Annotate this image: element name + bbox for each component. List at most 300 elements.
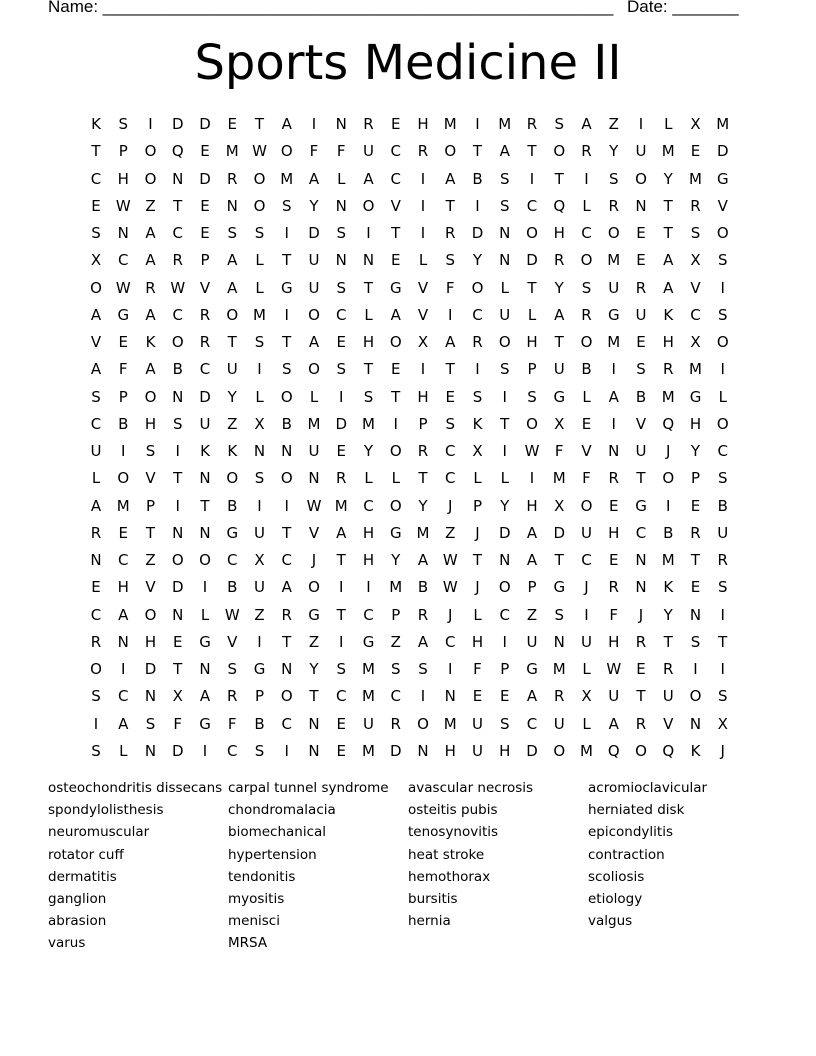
grid-letter: J	[720, 741, 725, 760]
grid-letter: L	[364, 305, 373, 324]
grid-letter: F	[309, 142, 319, 161]
grid-letter: X	[690, 115, 701, 133]
word-bank-item: osteochondritis dissecans	[48, 780, 223, 796]
grid-letter: N	[117, 632, 129, 651]
grid-letter: K	[690, 741, 701, 760]
grid-letter: N	[499, 551, 511, 569]
grid-letter: O	[553, 142, 566, 161]
grid-letter: L	[582, 714, 591, 733]
grid-letter: S	[281, 196, 292, 215]
grid-letter: N	[335, 115, 347, 133]
word-bank-item: rotator cuff	[48, 846, 124, 863]
grid-letter: R	[445, 224, 456, 242]
grid-letter: I	[175, 496, 180, 515]
grid-letter: C	[90, 605, 102, 624]
grid-letter: R	[199, 333, 211, 351]
grid-letter: U	[472, 741, 483, 760]
grid-letter: G	[635, 496, 647, 515]
grid-letter: D	[171, 741, 184, 760]
grid-letter: L	[364, 469, 373, 488]
grid-letter: I	[529, 169, 535, 188]
grid-letter: N	[444, 687, 456, 706]
grid-letter: D	[199, 387, 211, 406]
grid-letter: A	[90, 496, 102, 515]
grid-letter: I	[720, 660, 725, 678]
grid-letter: C	[526, 714, 538, 733]
grid-letter: D	[171, 578, 184, 597]
grid-letter: J	[666, 442, 671, 460]
grid-letter: A	[526, 551, 538, 569]
grid-letter: Y	[663, 605, 673, 624]
grid-letter: I	[584, 605, 589, 624]
word-bank-item: contraction	[588, 846, 665, 863]
grid-letter: S	[527, 387, 537, 406]
grid-row	[83, 384, 749, 411]
grid-letter: D	[716, 142, 729, 161]
grid-letter: B	[254, 714, 265, 733]
grid-letter: B	[118, 414, 129, 433]
grid-letter: S	[91, 224, 101, 242]
grid-letter: U	[472, 714, 483, 733]
grid-letter: X	[472, 442, 483, 460]
grid-letter: T	[173, 469, 183, 488]
grid-letter: J	[311, 551, 317, 569]
grid-letter: T	[500, 414, 510, 433]
grid-letter: I	[93, 714, 99, 733]
grid-letter: I	[420, 224, 426, 242]
grid-letter: S	[690, 632, 701, 651]
grid-letter: P	[118, 387, 128, 406]
grid-letter: L	[255, 387, 264, 406]
grid-letter: O	[90, 278, 102, 297]
grid-letter: T	[309, 687, 319, 706]
grid-letter: M	[716, 115, 730, 133]
grid-letter: U	[526, 632, 538, 651]
grid-letter: A	[608, 714, 619, 733]
grid-letter: S	[717, 687, 728, 706]
grid-letter: G	[553, 578, 566, 597]
grid-letter: C	[526, 196, 538, 215]
grid-letter: T	[200, 496, 210, 515]
grid-letter: F	[227, 714, 237, 733]
grid-letter: X	[690, 333, 701, 351]
grid-letter: E	[636, 224, 646, 242]
grid-letter: O	[144, 169, 157, 188]
grid-letter: T	[91, 142, 101, 161]
grid-letter: U	[363, 142, 374, 161]
grid-letter: T	[445, 196, 455, 215]
grid-letter: A	[663, 251, 674, 270]
grid-letter: K	[145, 333, 156, 351]
grid-row	[83, 629, 749, 656]
grid-letter: X	[254, 414, 265, 433]
grid-letter: S	[472, 387, 483, 406]
grid-letter: Q	[553, 196, 566, 215]
grid-letter: S	[227, 660, 238, 678]
grid-letter: G	[280, 278, 293, 297]
grid-letter: N	[144, 741, 157, 760]
grid-letter: B	[663, 523, 674, 542]
grid-letter: Y	[227, 387, 237, 406]
grid-letter: S	[91, 387, 101, 406]
word-bank-item: dermatitis	[48, 868, 117, 885]
grid-letter: G	[526, 660, 538, 678]
grid-letter: Q	[662, 414, 675, 433]
grid-letter: M	[362, 687, 375, 706]
grid-letter: F	[445, 278, 455, 297]
grid-letter: N	[362, 251, 375, 270]
grid-letter: E	[91, 196, 101, 215]
grid-letter: B	[227, 578, 238, 597]
grid-letter: T	[418, 469, 428, 488]
word-bank-item: epicondylitis	[588, 824, 674, 841]
grid-row	[83, 275, 749, 302]
grid-letter: M	[362, 414, 375, 433]
grid-letter: P	[118, 142, 128, 161]
grid-letter: N	[417, 741, 429, 760]
word-bank-column	[408, 777, 588, 932]
grid-letter: B	[717, 496, 728, 515]
grid-letter: A	[227, 278, 238, 297]
grid-letter: A	[90, 360, 102, 379]
grid-letter: H	[144, 632, 157, 651]
grid-letter: I	[366, 578, 371, 597]
grid-letter: J	[475, 578, 480, 597]
grid-letter: P	[200, 251, 210, 270]
grid-letter: H	[117, 578, 129, 597]
grid-row	[83, 247, 749, 274]
word-bank-item: tendonitis	[228, 868, 296, 885]
grid-letter: Z	[390, 632, 401, 651]
grid-letter: C	[227, 551, 238, 569]
grid-letter: T	[173, 196, 183, 215]
grid-letter: V	[390, 196, 401, 215]
grid-letter: A	[308, 169, 320, 188]
grid-letter: C	[499, 605, 510, 624]
grid-letter: S	[690, 224, 701, 242]
grid-letter: H	[662, 333, 674, 351]
word-bank-item: abrasion	[48, 913, 107, 930]
grid-letter: B	[417, 578, 429, 597]
grid-letter: E	[173, 632, 183, 651]
grid-letter: Y	[554, 278, 564, 297]
grid-letter: S	[717, 578, 728, 597]
grid-letter: T	[527, 142, 537, 161]
grid-letter: J	[448, 496, 453, 515]
word-bank-column	[588, 777, 768, 932]
grid-letter: C	[581, 224, 592, 242]
word-bank-item: bursitis	[408, 891, 458, 908]
grid-letter: A	[145, 305, 156, 324]
grid-letter: Q	[171, 142, 184, 161]
grid-letter: H	[608, 523, 620, 542]
grid-letter: I	[339, 387, 344, 406]
grid-letter: R	[199, 305, 211, 324]
grid-letter: S	[717, 251, 728, 270]
grid-letter: A	[90, 305, 102, 324]
grid-letter: N	[308, 469, 320, 488]
grid-letter: R	[281, 605, 292, 624]
grid-letter: E	[609, 551, 619, 569]
grid-letter: S	[608, 169, 619, 188]
grid-letter: T	[472, 142, 483, 161]
word-bank-item: osteitis pubis	[408, 802, 498, 819]
grid-letter: M	[689, 169, 702, 188]
grid-letter: N	[144, 687, 157, 706]
grid-letter: O	[716, 224, 729, 242]
grid-letter: E	[391, 115, 401, 133]
grid-letter: H	[144, 414, 157, 433]
grid-letter: E	[336, 333, 346, 351]
grid-letter: U	[254, 523, 265, 542]
grid-letter: H	[417, 115, 429, 133]
grid-letter: I	[529, 469, 535, 488]
grid-letter: T	[363, 278, 374, 297]
grid-letter: S	[227, 224, 238, 242]
grid-letter: D	[308, 224, 320, 242]
grid-letter: R	[608, 469, 619, 488]
grid-row	[83, 602, 749, 629]
word-bank-item: varus	[48, 935, 86, 952]
grid-letter: O	[389, 442, 402, 460]
grid-letter: W	[252, 142, 267, 161]
grid-letter: I	[502, 387, 507, 406]
grid-letter: E	[472, 687, 483, 706]
grid-letter: X	[172, 687, 183, 706]
grid-letter: G	[362, 632, 375, 651]
grid-row	[83, 711, 749, 738]
word-bank-item: hernia	[408, 913, 451, 930]
grid-letter: E	[609, 496, 619, 515]
grid-letter: U	[254, 578, 265, 597]
grid-letter: M	[280, 169, 294, 188]
grid-letter: O	[580, 333, 593, 351]
grid-letter: E	[336, 714, 346, 733]
grid-letter: O	[199, 551, 211, 569]
grid-letter: S	[91, 741, 101, 760]
grid-row	[83, 547, 749, 574]
grid-letter: N	[199, 523, 211, 542]
grid-row	[83, 465, 749, 492]
grid-letter: C	[581, 551, 592, 569]
grid-letter: L	[527, 305, 537, 324]
grid-letter: N	[635, 551, 647, 569]
grid-letter: C	[363, 496, 374, 515]
word-bank-item: neuromuscular	[48, 824, 150, 841]
grid-letter: S	[336, 224, 347, 242]
grid-letter: E	[200, 196, 210, 215]
grid-letter: O	[226, 469, 239, 488]
grid-letter: S	[254, 741, 265, 760]
grid-letter: A	[417, 551, 429, 569]
grid-letter: T	[254, 115, 265, 133]
grid-letter: I	[475, 196, 480, 215]
grid-letter: S	[390, 660, 401, 678]
grid-letter: G	[553, 387, 566, 406]
grid-letter: M	[552, 660, 566, 678]
grid-letter: K	[663, 305, 674, 324]
grid-letter: I	[393, 414, 398, 433]
grid-letter: O	[389, 333, 402, 351]
grid-letter: H	[689, 414, 702, 433]
grid-letter: S	[499, 196, 510, 215]
grid-letter: E	[500, 687, 510, 706]
grid-letter: D	[389, 741, 402, 760]
grid-letter: O	[90, 660, 102, 678]
grid-letter: K	[663, 578, 674, 597]
grid-letter: B	[281, 414, 292, 433]
grid-letter: T	[527, 278, 537, 297]
grid-letter: W	[524, 442, 540, 460]
grid-letter: Y	[309, 660, 319, 678]
grid-letter: E	[636, 660, 646, 678]
grid-letter: O	[662, 469, 675, 488]
grid-letter: T	[282, 632, 292, 651]
grid-letter: L	[255, 278, 264, 297]
grid-letter: R	[663, 360, 674, 379]
grid-letter: O	[362, 196, 375, 215]
grid-letter: T	[391, 387, 401, 406]
grid-letter: D	[335, 414, 348, 433]
grid-letter: X	[581, 687, 592, 706]
grid-letter: P	[527, 578, 537, 597]
grid-letter: O	[444, 142, 457, 161]
grid-letter: N	[281, 442, 293, 460]
grid-letter: C	[281, 551, 292, 569]
grid-letter: C	[445, 469, 456, 488]
grid-letter: O	[553, 741, 566, 760]
grid-letter: S	[717, 305, 728, 324]
grid-letter: A	[445, 169, 456, 188]
grid-letter: A	[526, 523, 538, 542]
grid-letter: Y	[363, 442, 374, 460]
grid-letter: I	[475, 115, 480, 133]
grid-row	[83, 520, 749, 547]
grid-letter: F	[118, 360, 128, 379]
grid-letter: N	[608, 442, 620, 460]
grid-letter: O	[689, 687, 702, 706]
grid-letter: G	[199, 714, 211, 733]
grid-letter: M	[689, 360, 702, 379]
grid-letter: N	[635, 578, 647, 597]
grid-letter: O	[308, 360, 320, 379]
grid-letter: V	[199, 278, 211, 297]
grid-letter: N	[199, 469, 211, 488]
grid-row	[83, 574, 749, 601]
grid-letter: I	[311, 115, 317, 133]
grid-letter: O	[580, 251, 593, 270]
grid-letter: T	[663, 224, 673, 242]
grid-letter: T	[445, 360, 455, 379]
grid-letter: E	[336, 442, 346, 460]
word-bank-item: ganglion	[48, 891, 107, 908]
date-field: Date: _______	[627, 0, 739, 16]
grid-letter: V	[581, 442, 592, 460]
grid-letter: H	[526, 496, 538, 515]
grid-letter: B	[172, 360, 183, 379]
grid-letter: G	[253, 660, 266, 678]
grid-letter: F	[554, 442, 564, 460]
grid-letter: L	[473, 605, 482, 624]
grid-letter: H	[417, 387, 429, 406]
grid-letter: G	[389, 523, 402, 542]
grid-letter: U	[635, 305, 647, 324]
grid-letter: J	[475, 523, 480, 542]
word-bank-column	[228, 777, 408, 955]
grid-letter: O	[253, 169, 266, 188]
grid-letter: L	[500, 278, 509, 297]
grid-letter: L	[200, 605, 210, 624]
grid-letter: V	[717, 196, 728, 215]
grid-row	[83, 166, 749, 193]
grid-letter: Y	[690, 442, 701, 460]
grid-letter: I	[257, 496, 262, 515]
grid-letter: A	[336, 523, 347, 542]
word-bank-item: herniated disk	[588, 802, 685, 819]
grid-letter: W	[606, 660, 622, 678]
grid-letter: B	[635, 387, 647, 406]
grid-letter: H	[362, 333, 375, 351]
grid-letter: T	[227, 333, 237, 351]
grid-letter: W	[306, 496, 322, 515]
grid-letter: A	[663, 278, 674, 297]
grid-letter: S	[118, 115, 129, 133]
grid-letter: O	[253, 196, 266, 215]
name-field: Name: ______________________________________________________	[48, 0, 614, 16]
grid-letter: U	[199, 414, 211, 433]
grid-letter: X	[554, 496, 565, 515]
grid-letter: L	[582, 196, 591, 215]
grid-letter: S	[254, 224, 265, 242]
grid-letter: A	[145, 224, 156, 242]
grid-letter: A	[308, 333, 320, 351]
grid-letter: O	[498, 578, 511, 597]
grid-letter: Z	[227, 414, 238, 433]
grid-letter: Y	[391, 551, 401, 569]
grid-letter: X	[417, 333, 429, 351]
grid-letter: A	[363, 169, 374, 188]
grid-letter: H	[117, 169, 129, 188]
grid-letter: N	[499, 251, 511, 270]
grid-letter: R	[690, 196, 701, 215]
grid-letter: P	[472, 496, 483, 515]
grid-letter: E	[636, 333, 646, 351]
grid-letter: I	[502, 442, 507, 460]
grid-letter: I	[339, 632, 344, 651]
grid-letter: M	[362, 741, 375, 760]
grid-letter: S	[418, 660, 428, 678]
grid-letter: R	[635, 278, 647, 297]
grid-letter: X	[554, 414, 565, 433]
grid-letter: U	[553, 360, 565, 379]
grid-letter: O	[389, 496, 402, 515]
grid-letter: S	[445, 414, 456, 433]
grid-letter: E	[690, 496, 701, 515]
grid-letter: F	[582, 469, 591, 488]
grid-letter: U	[608, 278, 620, 297]
grid-letter: G	[389, 278, 402, 297]
grid-letter: N	[172, 523, 184, 542]
page-title: Sports Medicine II	[194, 35, 622, 91]
grid-letter: Y	[472, 251, 483, 270]
grid-letter: N	[253, 442, 266, 460]
grid-letter: O	[498, 333, 511, 351]
grid-letter: S	[554, 605, 565, 624]
grid-letter: L	[119, 741, 128, 760]
grid-letter: E	[445, 387, 455, 406]
grid-letter: G	[117, 305, 130, 324]
word-bank-item: MRSA	[228, 935, 268, 952]
